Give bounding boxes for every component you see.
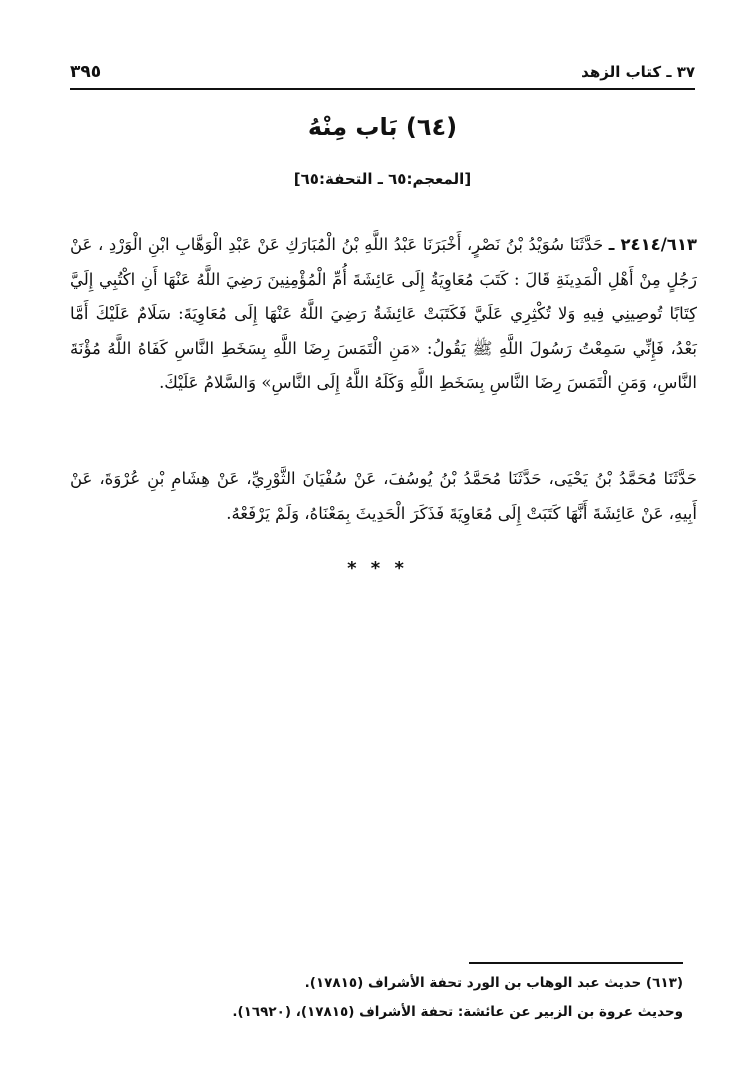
reference-note: [المعجم:٦٥ ـ التحفة:٦٥]	[293, 170, 472, 188]
footnote-divider	[469, 962, 683, 964]
hadith-paragraph	[70, 228, 697, 401]
footnote: (٦١٣) حديث عبد الوهاب بن الورد تحفة الأشراف (١٧٨١٥).	[304, 975, 683, 991]
chapter-title: ٣٧ ـ كتاب الزهد	[581, 63, 695, 81]
running-header	[70, 58, 695, 86]
footnote: وحديث عروة بن الزبير عن عائشة: تحفة الأشراف (١٧٨١٥)، (١٦٩٢٠).	[232, 1004, 683, 1020]
page-number: ٣٩٥	[70, 62, 102, 82]
section-heading: (٦٤) بَاب مِنْهُ	[307, 113, 458, 141]
hadith-number: ٢٤١٤/٦١٣ ـ	[608, 235, 697, 254]
second-chain-paragraph: حَدَّثَنَا مُحَمَّدُ بْنُ يَحْيَى، حَدَّثَنَا مُحَمَّدُ بْنُ يُوسُفَ، عَنْ سُفْيَانَ الثَّوْرِيِّ، عَنْ هِشَامِ بْنِ عُرْوَةَ، عَنْ أَبِيهِ، عَنْ عَائِشَةَ أَنَّهَا كَتَبَتْ إِلَى مُعَاوِيَةَ فَذَكَرَ الْحَدِيثَ بِمَعْنَاهُ، وَلَمْ يَرْفَعْهُ.	[70, 469, 697, 523]
header-divider	[70, 88, 695, 90]
hadith-body: حَدَّثَنَا سُوَيْدُ بْنُ نَصْرٍ، أَخْبَرَنَا عَبْدُ اللَّهِ بْنُ الْمُبَارَكِ عَنْ عَبْدِ الْوَهَّابِ ابْنِ الْوَرْدِ ، عَنْ رَجُلٍ مِنْ أَهْلِ الْمَدِينَةِ قَالَ : كَتَبَ مُعَاوِيَةُ إِلَى عَائِشَةَ أُمِّ الْمُؤْمِنِينَ رَضِيَ اللَّهُ عَنْهَا أَنِ اكْتُبِي إِلَيَّ كِتَابًا تُوصِينِي فِيهِ وَلا تُكْثِرِي عَلَيَّ فَكَتَبَتْ عَائِشَةُ رَضِيَ اللَّهُ عَنْهَا إِلَى مُعَاوِيَةَ: سَلَامٌ عَلَيْكَ أَمَّا بَعْدُ، فَإِنِّي سَمِعْتُ رَسُولَ اللَّهِ ﷺ يَقُولُ: «مَنِ الْتَمَسَ رِضَا اللَّهِ بِسَخَطِ النَّاسِ كَفَاهُ اللَّهُ مُؤْنَةَ النَّاسِ، وَمَنِ الْتَمَسَ رِضَا النَّاسِ بِسَخَطِ اللَّهِ وَكَلَهُ اللَّهُ إِلَى النَّاسِ» وَالسَّلامُ عَلَيْكَ.	[70, 235, 697, 392]
section-separator: * * *	[347, 558, 408, 579]
